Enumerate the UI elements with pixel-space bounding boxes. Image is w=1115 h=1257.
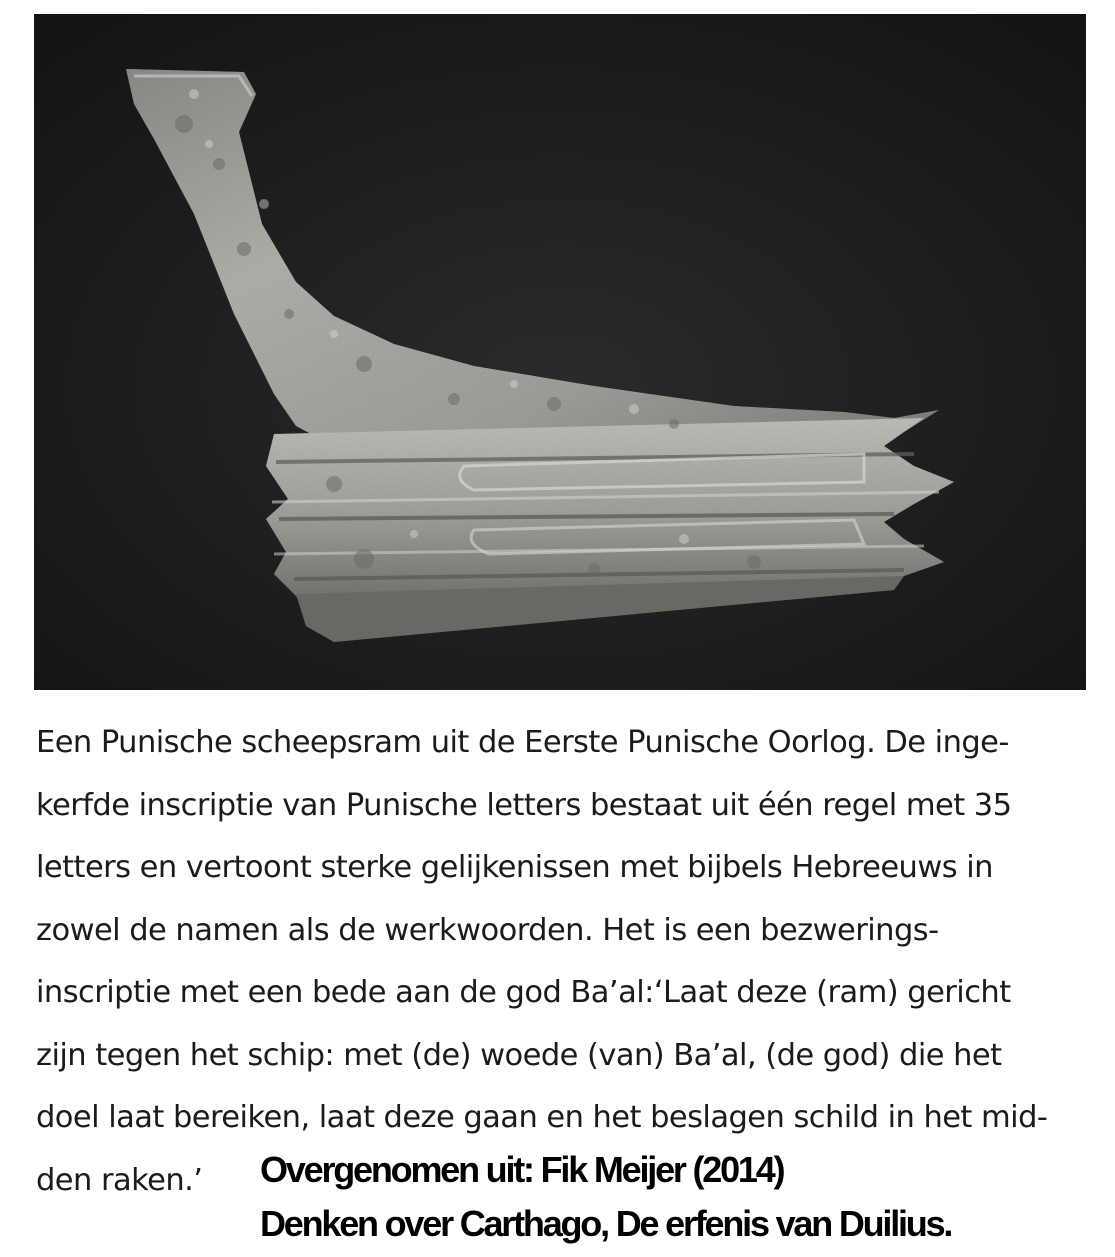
source-citation xyxy=(260,1143,951,1251)
caption-line: kerfde inscriptie van Punische letters bestaat uit één regel met 35 xyxy=(36,787,1012,823)
caption-line: zowel de namen als de werkwoorden. Het is een bezwerings- xyxy=(36,912,939,948)
caption-line: doel laat bereiken, laat deze gaan en het beslagen schild in het mid- xyxy=(36,1100,1048,1135)
caption-line: zijn tegen het schip: met (de) woede (van) Ba’al, (de god) die het xyxy=(36,1037,1002,1073)
source-citation-line-2: Denken over Carthago, De erfenis van Duilius. xyxy=(260,1203,952,1244)
ship-ram-photo xyxy=(34,14,1086,690)
caption-line: Een Punische scheepsram uit de Eerste Punische Oorlog. De inge- xyxy=(36,725,1009,760)
source-citation-line-1: Overgenomen uit: Fik Meijer (2014) xyxy=(260,1149,784,1190)
ship-ram-illustration xyxy=(34,14,1086,690)
caption-line: den raken.’ xyxy=(36,1162,203,1198)
caption-line: letters en vertoont sterke gelijkenissen met bijbels Hebreeuws in xyxy=(36,850,993,885)
caption-line: inscriptie met een bede aan de god Ba’al:‘Laat deze (ram) gericht xyxy=(36,975,1011,1010)
photo-caption xyxy=(36,712,1106,1212)
